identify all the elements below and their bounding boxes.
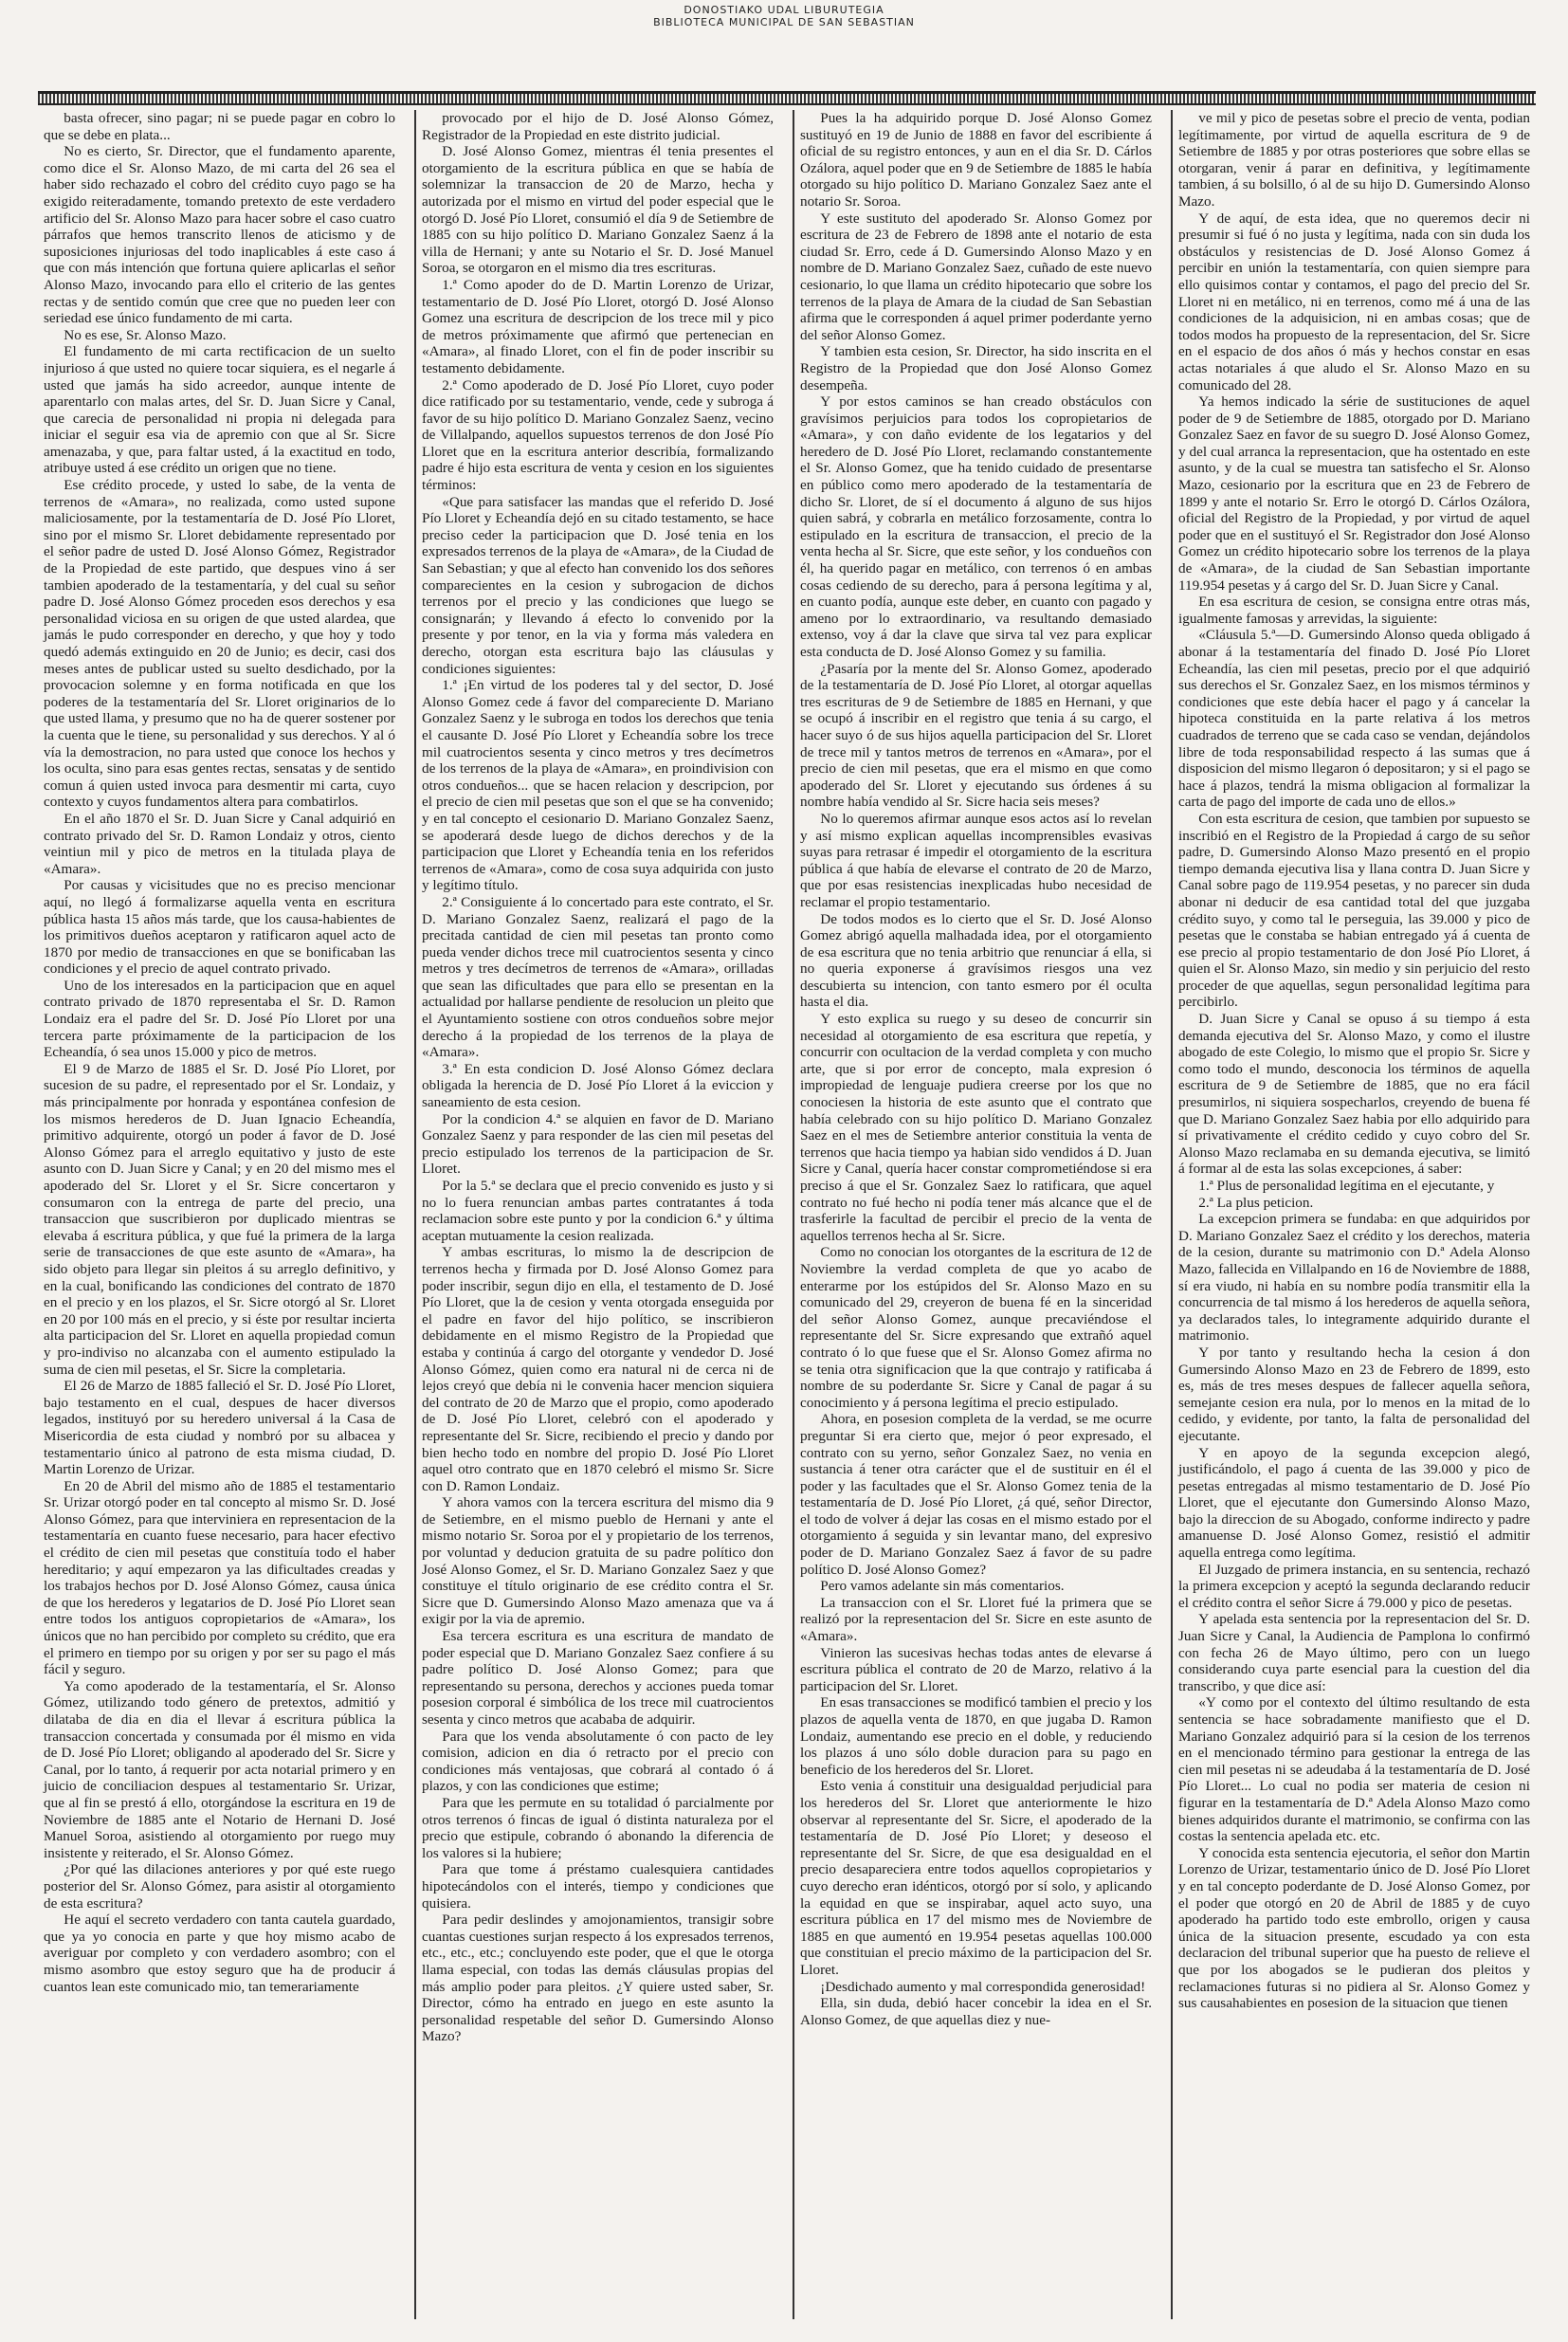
stamp-line-1: DONOSTIAKO UDAL LIBURUTEGIA [684, 4, 884, 16]
paragraph: 1.ª Plus de personalidad legítima en el ejecutante, y [1198, 1178, 1495, 1194]
paragraph: Ella, sin duda, debió hacer concebir la idea en el Sr. Alonso Gomez, de que aquellas diez y nue- [800, 1995, 1152, 2028]
paragraph: D. José Alonso Gomez, mientras él tenia presentes el otorgamiento de la escritura pública en que se había de solemnizar la transaccion de 20 de Marzo, hecha y autorizada por el mismo en virtud del poder especial que le otorgó D. José Pío Lloret, consumió el día 9 de Setiembre de 1885 con su hijo político D. Mariano Gonzalez Saenz á la villa de Hernani; y ante su Notario el Sr. D. José Manuel Soroa, se otorgaron en el mismo dia tres escrituras. [422, 143, 774, 277]
paragraph: 1.ª ¡En virtud de los poderes tal y del sector, D. José Alonso Gomez cede á favor del compareciente D. Mariano Gonzalez Saenz y le subroga en todos los derechos que tenia el causante D. José Pío Lloret y Echeandía sobre los trece mil cuatrocientos sesenta y cinco metros y tres decímetros de los terrenos de la playa de «Amara», en proindivision con otros condueños... que se hacen relacion y descripcion, por el precio de cien mil pesetas que son el que se ha convenido; y en tal concepto el cesionario D. Mariano Gonzalez Saenz, se apoderará desde luego de dichos derechos y de la participacion que Lloret y Echeandía tenia en los referidos terrenos de «Amara», como de cosa suya adquirida con justo y legítimo título. [422, 677, 774, 894]
paragraph: El 9 de Marzo de 1885 el Sr. D. José Pío Lloret, por sucesion de su padre, el representado por el Sr. Londaiz, y más principalmente por honrada y espontánea confesion de los mismos herederos de D. Juan Ignacio Echeandía, primitivo adquirente, otorgó un poder á favor de D. José Alonso Gómez para el arreglo equitativo y justo de este asunto con D. Juan Sicre y Canal; y en 20 del mismo mes el apoderado del Sr. Lloret y el Sr. Sicre concertaron y consumaron con la entrega de parte del precio, una transaccion que suscribieron por duplicado mientras se elevaba á escritura pública, y que fué la primera de la larga serie de transacciones de que este asunto de «Amara», ha sido objeto para llegar sin pleitos á su arreglo definitivo, y en la cual, bonificando las condiciones del contrato de 1870 en el precio y en los plazos, el Sr. Sicre otorgó al Sr. Lloret en 20 por 100 más en el precio, y si éste por resultar incierta alta participacion del Sr. Lloret en aquella propiedad comun y pro-indiviso no alcanzaba con el aumento estipulado la suma de cien mil pesetas, el Sr. Sicre la completaria. [44, 1060, 395, 1378]
paragraph: Y por tanto y resultando hecha la cesion á don Gumersindo Alonso Mazo en 23 de Febrero de 1899, esto es, más de tres meses despues de fallecer aquella señora, semejante cesion era nula, por lo menos en la mitad de lo cedido, y evidente, por tanto, la falta de personalidad del ejecutante. [1178, 1344, 1530, 1444]
paragraph: 2.ª Como apoderado de D. José Pío Lloret, cuyo poder dice ratificado por su testamentario, vende, cede y subroga á favor de su hijo político D. Mariano Gonzalez Saenz, vecino de Villalpando, aquellos supuestos terrenos de don José Pío Lloret que en la escritura anterior describía, formalizando padre é hijo esta escritura de venta y cesion en los siguientes términos: [422, 376, 774, 494]
paragraph: He aquí el secreto verdadero con tanta cautela guardado, que ya yo conocia en parte y que hoy mismo acabo de averiguar por completo y con verdadero asombro; con el mismo asombro que estoy seguro que ha de producir á cuantos lean este comunicado mio, tan temerariamente [44, 1912, 395, 1995]
paragraph: Y ambas escrituras, lo mismo la de descripcion de terrenos hecha y firmada por D. José Alonso Gomez para poder inscribir, segun dijo en ella, el testamento de D. José Pío Lloret, que la de cesion y venta otorgada enseguida por el padre en favor del hijo político, se inscribieron debidamente en el mismo Registro de la Propiedad que estaba y continúa á cargo del otorgante y vendedor D. José Alonso Gómez, quien como era natural ni de cerca ni de lejos creyó que debía ni le convenia hacer mencion siquiera del contrato de 20 de Marzo que el propio, como apoderado de D. José Pío Lloret, celebró con el apoderado y representante del Sr. Sicre, recibiendo el precio y dando por bien hecho todo en nombre del propio D. José Pío Lloret aquel otro contrato que en 1870 celebró el mismo Sr. Sicre con D. Ramon Londaiz. [422, 1244, 774, 1494]
paragraph: ¡Desdichado aumento y mal correspondida generosidad! [820, 1978, 1146, 1995]
paragraph: Para que los venda absolutamente ó con pacto de ley comision, adicion en dia ó retracto por el precio con condiciones más ventajosas, que cobrará al contado ó á plazos, y con las condiciones que estime; [422, 1728, 774, 1795]
paragraph: No lo queremos afirmar aunque esos actos así lo revelan y así mismo explican aquellas incomprensibles evasivas suyas para retrasar é impedir el otorgamiento de la escritura pública á que había de elevarse el contrato de 20 de Marzo, que por esas resistencias inexplicadas hubo necesidad de reclamar el propio testamentario. [800, 810, 1152, 910]
text-columns [38, 110, 1536, 2319]
paragraph: Ya como apoderado de la testamentaría, el Sr. Alonso Gómez, utilizando todo género de pretextos, admitió y dilataba de dia en dia el llevar á escritura pública la transaccion concertada y consumada por él mismo en vida de D. José Pío Lloret; obligando al apoderado del Sr. Sicre y Canal, por lo tanto, á requerir por acta notarial primero y en juicio de conciliacion despues al testamentario Sr. Urizar, que al fin se prestó á ello, otorgándose la escritura en 19 de Noviembre de 1885 ante el Notario de Hernani D. José Manuel Soroa, asistiendo al otorgamiento por ruego muy insistente y reiterado, el Sr. Alonso Gómez. [44, 1677, 395, 1861]
paragraph: «Que para satisfacer las mandas que el referido D. José Pío Lloret y Echeandía dejó en su citado testamento, se hace preciso ceder la participacion que D. José tenia en los expresados terrenos de la playa de «Amara», de la Ciudad de San Sebastian; y que al efecto han convenido los dos señores comparecientes en la cesion y subrogacion de dichos terrenos por el precio y las condiciones que luego se consignarán; y llevando á efecto lo convenido por la presente y por tenor, en la via y forma más valedera en derecho, otorgan esta escritura bajo las cláusulas y condiciones siguientes: [422, 493, 774, 677]
paragraph: Y conocida esta sentencia ejecutoria, el señor don Martin Lorenzo de Urizar, testamentario único de D. José Pío Lloret y en tal concepto poderdante de D. José Alonso Gomez, por el poder que otorgó en 20 de Abril de 1885 y de cuyo apoderado ha partido todo este embrollo, origen y causa única de la situacion presente, escudado ya con esta declaracion del tribunal superior que ha puesto de relieve el que por los abogados se le pudieran dos pleitos y reclamaciones futuras si no pidiera al Sr. Alonso Gomez y sus causahabientes en posesion de la situacion que tienen [1178, 1844, 1530, 2012]
paragraph: El Juzgado de primera instancia, en su sentencia, rechazó la primera excepcion y aceptó la segunda declarando reducir el crédito contra el señor Sicre á 79.000 y pico de pesetas. [1178, 1561, 1530, 1611]
paragraph: «Y como por el contexto del último resultando de esta sentencia se hace sobradamente manifiesto que el D. Mariano Gonzalez adquirió para sí la cesion de los terrenos en el mencionado término para gestionar la entrega de las cien mil pesetas ni se adeudaba á la testamentaría de D. José Pío Lloret... Lo cual no podia ser materia de cesion ni figurar en la testamentaría de D.ª Adela Alonso Mazo como bienes adquiridos durante el matrimonio, se confirma con las costas la sentencia apelada etc. etc. [1178, 1694, 1530, 1845]
paragraph: Y apelada esta sentencia por la representacion del Sr. D. Juan Sicre y Canal, la Audiencia de Pamplona lo confirmó con fecha 26 de Mayo último, pero con un luego considerando cuya parte esencial para la cuestion del dia transcribo, y que dice así: [1178, 1611, 1530, 1694]
paragraph: Y este sustituto del apoderado Sr. Alonso Gomez por escritura de 23 de Febrero de 1898 ante el notario de esta ciudad Sr. Erro, cede á D. Gumersindo Alonso Mazo y en nombre de D. Mariano Gonzalez Saez, cuñado de este nuevo cesionario, lo que llama un crédito hipotecario que sobre los terrenos de la playa de Amara de la ciudad de San Sebastian afirma que le corresponden á aquel primer poderdante yerno del señor Alonso Gomez. [800, 210, 1152, 343]
paragraph: No es ese, Sr. Alonso Mazo. [64, 326, 227, 343]
paragraph: Pues la ha adquirido porque D. José Alonso Gomez sustituyó en 19 de Junio de 1888 en favor del escribiente á oficial de su registro entonces, y aun en el dia Sr. D. Cárlos Ozálora, aquel poder que en 9 de Setiembre de 1885 le había otorgado su hijo político D. Mariano Gonzalez Saez ante el notario Sr. Soroa. [800, 110, 1152, 210]
paragraph: 1.ª Como apoder do de D. Martin Lorenzo de Urizar, testamentario de D. José Pío Lloret, otorgó D. José Alonso Gomez una escritura de descripcion de los trece mil y pico de metros próximamente que afirmó que pertenecian en «Amara», al finado Lloret, con el fin de poder inscribir su testamento debidamente. [422, 276, 774, 376]
paragraph: 3.ª En esta condicion D. José Alonso Gómez declara obligada la herencia de D. José Pío Lloret á la eviccion y saneamiento de esta cesion. [422, 1060, 774, 1111]
library-stamp [0, 4, 1568, 28]
paragraph: Ese crédito procede, y usted lo sabe, de la venta de terrenos de «Amara», no realizada, como usted supone maliciosamente, por la testamentaría de D. José Pío Lloret, sino por el mismo Sr. Lloret debidamente representado por el señor padre de usted D. José Alonso Gómez, Registrador de la Propiedad de este partido, que despues vino á ser tambien apoderado de la testamentaría, y del cual su señor padre D. José Alonso Gómez proceden esos derechos y esa personalidad viciosa en su origen de que usted alardea, que jamás le pudo corresponder en derecho, y que hoy y todo quedó además extinguido en 20 de Junio; es decir, casi dos meses antes de publicar usted su suelto desdichado, por la provocacion solemne y en forma notificada en que los poderes de la testamentaría del Sr. Lloret originarios de lo que usted llama, y presumo que no ha de querer sostener por la cuenta que le tiene, su personalidad y sus derechos. Y al ó vía la demostracion, no para usted que conoce los hechos y los oculta, sino para esas gentes rectas, sensatas y de sentido comun á quien usted invoca para desmentir mi carta, cuyo contexto y cuyos fundamentos altera para combatirlos. [44, 477, 395, 811]
paragraph: ¿Pasaría por la mente del Sr. Alonso Gomez, apoderado de la testamentaría de D. José Pío Lloret, al otorgar aquellas tres escrituras de 9 de Setiembre de 1885 en Hernani, y que se ocupó á inscribir en el registro que tenia á su cargo, el hacer suyo ó de sus hijos aquella participacion del Sr. Lloret de trece mil y tantos metros de terrenos en «Amara», por el precio de cien mil pesetas, que era el mismo en que como apoderado del Sr. Lloret y ejecutando sus órdenes á su nombre había vendido al Sr. Sicre hacia seis meses? [800, 660, 1152, 811]
paragraph: Y tambien esta cesion, Sr. Director, ha sido inscrita en el Registro de la Propiedad que don José Alonso Gomez desempeña. [800, 343, 1152, 393]
paragraph: La transaccion con el Sr. Lloret fué la primera que se realizó por la representacion del Sr. Sicre en este asunto de «Amara». [800, 1594, 1152, 1645]
column-4 [1171, 110, 1536, 2319]
paragraph: Y de aquí, de esta idea, que no queremos decir ni presumir si fué ó no justa y legítima, nada con sin duda los obstáculos y resistencias de D. José Alonso Gomez á percibir en unión la testamentaría, con quien siempre para ello quisimos contar y contamos, el pago del precio del Sr. Lloret ni en metálico, ni en terrenos, como mé á una de las condiciones de la adquisicion, ni en ambas cosas; que de todos modos ha propuesto de la representacion, del Sr. Sicre en el espacio de dos años ó más y hechos constar en esas actas notariales á que aludo el Sr. Alonso Mazo en su comunicado del 28. [1178, 210, 1530, 393]
paragraph: El fundamento de mi carta rectificacion de un suelto injurioso á que usted no quiere tocar siquiera, es el negarle á usted que jamás ha sido acreedor, aunque intente de aparentarlo con malas artes, del Sr. D. Juan Sicre y Canal, que carecia de personalidad ni propia ni delegada para iniciar el seguir esa via de apremio con que al Sr. Sicre amenazaba, y que, para faltar usted, á la exactitud en todo, atribuye usted á ese crédito un origen que no tiene. [44, 343, 395, 477]
paragraph: «Cláusula 5.ª—D. Gumersindo Alonso queda obligado á abonar á la testamentaría del finado D. José Pío Lloret Echeandía, las cien mil pesetas, precio por el que adquirió sus derechos el Sr. Gonzalez Saez, en los mismos términos y condiciones que este debía hacer el pago y á cancelar la hipoteca constituida en la parte relativa á los metros cuadrados de terreno que se cada caso se vendan, dejándolos libre de toda responsabilidad respecto á las sumas que á disposicion del mismo llegaron ó depositaron; y si el pago se hace á plazos, tendrá la misma obligacion al formalizar la carta de pago del importe de cada uno de ellos.» [1178, 627, 1530, 811]
paragraph: Como no conocian los otorgantes de la escritura de 12 de Noviembre la verdad completa de que yo acabo de enterarme por los estúpidos del Sr. Alonso Mazo en su comunicado del 29, creyeron de buena fé en la sinceridad del señor Alonso Gomez, aunque precaviéndose el representante del Sr. Sicre expresando que extrañó aquel contrato ó lo que fuese que el Sr. Alonso Gomez afirma no se tenia otra significacion que la que contrajo y ratificaba á nombre de su poderdante Sr. Sicre y Canal de pagar á su conocimiento y á persona legítima el precio estipulado. [800, 1244, 1152, 1411]
paragraph: D. Juan Sicre y Canal se opuso á su tiempo á esta demanda ejecutiva del Sr. Alonso Mazo, y como el ilustre abogado de este Colegio, lo mismo que el propio Sr. Sicre y como todo el mundo, desconocia los términos de aquella escritura de 9 de Setiembre de 1885, que no era fácil presumirlos, ni siquiera sospecharlos, creyendo de buena fé que D. Mariano Gonzalez Saez habia por ello adquirido para sí privativamente el crédito cedido y cuyo cobro del Sr. Alonso Mazo reclamaba en su demanda ejecutiva, se limitó á formar al de esta las solas excepciones, á saber: [1178, 1011, 1530, 1178]
column-1 [38, 110, 401, 2319]
paragraph: 2.ª La plus peticion. [1198, 1194, 1314, 1211]
paragraph: Pero vamos adelante sin más comentarios. [820, 1578, 1065, 1595]
paragraph: Y en apoyo de la segunda excepcion alegó, justificándolo, el pago á cuenta de las 39.000 y pico de pesetas entregadas al mismo testamentario de D. José Pío Lloret, que el ejecutante don Gumersindo Alonso Mazo, bajo la direccion de su Abogado, conforme indirecto y padre amanuense D. José Alonso Gomez, resistió el admitir aquella entrega como legítima. [1178, 1444, 1530, 1562]
paragraph: ¿Por qué las dilaciones anteriores y por qué este ruego posterior del Sr. Alonso Gómez, para asistir al otorgamiento de esta escritura? [44, 1861, 395, 1912]
paragraph: ve mil y pico de pesetas sobre el precio de venta, podian legítimamente, por virtud de aquella escritura de 9 de Setiembre de 1885 y por otras posteriores que sobre ellas se otorgaran, venir á parar en definitiva, y legítimamente tambien, á su bolsillo, ó al de su hijo D. Gumersindo Alonso Mazo. [1178, 110, 1530, 210]
paragraph: Uno de los interesados en la participacion que en aquel contrato privado de 1870 representaba el Sr. D. Ramon Londaiz era el padre del Sr. D. José Pío Lloret por una tercera parte próximamente de la participacion de los Echeandía, ó sea unos 15.000 y pico de metros. [44, 977, 395, 1061]
paragraph: De todos modos es lo cierto que el Sr. D. José Alonso Gomez abrigó aquella malhadada idea, por el otorgamiento de esa escritura que no tenia arbitrio que renunciar á ella, si no queria exponerse á gravísimos riesgos una vez descubierta su intencion, con tanto esmero por él oculta hasta el dia. [800, 910, 1152, 1011]
paragraph: En el año 1870 el Sr. D. Juan Sicre y Canal adquirió en contrato privado del Sr. D. Ramon Londaiz y otros, ciento veintiun mil y pico de metros en la titulada playa de «Amara». [44, 810, 395, 877]
paragraph: Por la 5.ª se declara que el precio convenido es justo y si no lo fuera renuncian ambas partes contratantes á toda reclamacion sobre este punto y por la condicion 6.ª y última aceptan mutuamente la cesion realizada. [422, 1178, 774, 1244]
paragraph: Ahora, en posesion completa de la verdad, se me ocurre preguntar Si era cierto que, mejor ó peor expresado, el contrato con su yerno, señor Gonzalez Saez, no venia en sustancia á tener otra carácter que el de sustituir en él el poder y las facultades que el Sr. Alonso Gomez tenia de la testamentaría de D. José Pío Lloret, ¿á qué, señor Director, el todo de volver á dejar las cosas en el mismo estado por el otorgamiento á seguida y sin levantar mano, del expresivo poder de D. Mariano Gonzalez Saez á favor de su padre político D. José Alonso Gomez? [800, 1411, 1152, 1578]
paragraph: Ya hemos indicado la série de sustituciones de aquel poder de 9 de Setiembre de 1885, otorgado por D. Mariano Gonzalez Saez en favor de su suegro D. José Alonso Gomez, y del cual arranca la representacion, que ha ostentado en este asunto, y de la cual se muestra tan satisfecho el Sr. Alonso Mazo, cesionario por la escritura que en 23 de Febrero de 1899 y ante el notario Sr. Erro le otorgó D. Cárlos Ozálora, oficial del Registro de la Propiedad, y por virtud de aquel poder que en el sustituyó el Sr. Registrador don José Alonso Gomez un crédito hipotecario sobre los terrenos de la playa de «Amara», de la ciudad de San Sebastian importante 119.954 pesetas y á cargo del Sr. D. Juan Sicre y Canal. [1178, 393, 1530, 594]
column-3 [793, 110, 1158, 2319]
paragraph: Esa tercera escritura es una escritura de mandato de poder especial que D. Mariano Gonzalez Saez confiere á su padre político D. José Alonso Gomez; para que representando su persona, derechos y acciones pueda tomar posesion corporal é simbólica de los trece mil cuatrocientos sesenta y cinco metros que acababa de adquirir. [422, 1628, 774, 1728]
paragraph: Vinieron las sucesivas hechas todas antes de elevarse á escritura pública el contrato de 20 de Marzo, relativo á la participacion del Sr. Lloret. [800, 1644, 1152, 1694]
paragraph: basta ofrecer, sino pagar; ni se puede pagar en cobro lo que se debe en plata... [44, 110, 395, 143]
paragraph: Y por estos caminos se han creado obstáculos con gravísimos perjuicios para todos los copropietarios de «Amara», y con daño evidente de los legatarios y del heredero de D. José Pío Lloret, reclamando constantemente el Sr. Alonso Gomez, que ha tenido cuidado de presentarse en público como mero apoderado de la testamentaría de dicho Sr. Lloret, de sí el documento á alguno de sus hijos quien sabrá, y cobrarla en metálico forzosamente, contra lo estipulado en la escritura de transaccion, el precio de la venta hecha al Sr. Sicre, que este señor, y los condueños con él, ha querido pagar en metálico, con terrenos ó en ambas cosas cediendo de su derecho, para á persona legítima y al, en cuanto podía, aunque este deber, en cuanto con pagado y ameno por lo extraordinario, va resultando demasiado extenso, voy á dar la clave que sirva tal vez para explicar esta conducta de D. José Alonso Gomez y su familia. [800, 393, 1152, 660]
paragraph: Esto venia á constituir una desigualdad perjudicial para los herederos del Sr. Lloret que anteriormente le hizo observar al representante del Sr. Sicre, el apoderado de la testamentaría de D. José Pío Lloret; y deseoso el representante del Sr. Sicre, de que esa desigualdad en el precio desapareciera entre todos aquellos copropietarios y cuyo derecho eran idénticos, otorgó por sí solo, y aplicando la equidad en que se inspirabar, aquel acto suyo, una escritura pública en 17 del mismo mes de Noviembre de 1885 en que aumentó en 19.954 pesetas aquellas 100.000 que constituian el precio máximo de la participacion del Sr. Lloret. [800, 1778, 1152, 1978]
paragraph: provocado por el hijo de D. José Alonso Gómez, Registrador de la Propiedad en este distrito judicial. [422, 110, 774, 143]
paragraph: Para pedir deslindes y amojonamientos, transigir sobre cuantas cuestiones surjan respecto á los expresados terrenos, etc., etc., etc.; concluyendo este poder, que el que le otorga llama especial, con todas las demás cláusulas propias del más amplio poder para pleitos. ¿Y quiere usted saber, Sr. Director, cómo ha entrado en juego en este asunto la personalidad respetable del señor D. Gumersindo Alonso Mazo? [422, 1912, 774, 2045]
paragraph: Para que les permute en su totalidad ó parcialmente por otros terrenos ó fincas de igual ó distinta naturaleza por el precio que estipule, cobrando ó abonando la diferencia de los valores si la hubiere; [422, 1794, 774, 1861]
paragraph: En esas transacciones se modificó tambien el precio y los plazos de aquella venta de 1870, en que jugaba D. Ramon Londaiz, aumentando ese precio en el doble, y reduciendo los plazos á uno sólo doble duracion para su pago en beneficio de los herederos del Sr. Lloret. [800, 1694, 1152, 1778]
paragraph: El 26 de Marzo de 1885 falleció el Sr. D. José Pío Lloret, bajo testamento en el cual, despues de hacer diversos legados, instituyó por su heredero universal á la Casa de Misericordia de esta ciudad y nombró por su albacea y testamentario único al patrono de esta misma ciudad, D. Martin Lorenzo de Urizar. [44, 1378, 395, 1478]
paragraph: Para que tome á préstamo cualesquiera cantidades hipotecándolos con el interés, tiempo y condiciones que quisiera. [422, 1861, 774, 1912]
column-2 [414, 110, 779, 2319]
paragraph: En 20 de Abril del mismo año de 1885 el testamentario Sr. Urizar otorgó poder en tal concepto al mismo Sr. D. José Alonso Gómez, para que interviniera en representacion de la testamentaría en cuanto fuese necesario, para hacer efectivo el crédito de cien mil pesetas que constituía todo el haber hereditario; y aquí empezaron ya las dificultades creadas y los trabajos hechos por D. José Alonso Gómez, causa única de que los herederos y legatarios de D. José Pío Lloret sean entre todos los antiguos copropietarios de «Amara», los únicos que no han percibido por completo su crédito, que era el primero en tiempo por su origen y por ser su pago el más fácil y seguro. [44, 1477, 395, 1678]
paragraph: Y esto explica su ruego y su deseo de concurrir sin necesidad al otorgamiento de esa escritura que repetía, y concurrir con ocultacion de la verdad completa y con mucho arte, que si por error de concepto, mala expresion ó impropiedad de lenguaje pudiera creerse por los que no conociesen la historia de este asunto que el contrato que había celebrado con su hijo político D. Mariano Gonzalez Saez en el mes de Setiembre anterior constituia la venta de terrenos que hacia tiempo ya habian sido vendidos á D. Juan Sicre y Canal, quería hacer constar comprometiéndose si era preciso á que el Sr. Gonzalez Saez lo ratificara, que aquel contrato no fué hecho ni podía tener más alcance que el de trasferirle la facultad de percibir el precio de la venta de aquellos terrenos hecha al Sr. Sicre. [800, 1011, 1152, 1244]
header-rule [38, 91, 1536, 105]
paragraph: En esa escritura de cesion, se consigna entre otras más, igualmente famosas y arrevidas, la siguiente: [1178, 594, 1530, 627]
paragraph: La excepcion primera se fundaba: en que adquiridos por D. Mariano Gonzalez Saez el crédito y los derechos, materia de la cesion, durante su matrimonio con D.ª Adela Alonso Mazo, fallecida en Villalpando en 16 de Noviembre de 1888, sí era viudo, ni había en su nombre podía transmitir ella la concurrencia de tal mismo á los herederos de aquella señora, ya declarados tales, lo integramente adquirido durante el matrimonio. [1178, 1211, 1530, 1345]
paragraph: Por causas y vicisitudes que no es preciso mencionar aquí, no llegó á formalizarse aquella venta en escritura pública hasta 15 años más tarde, que los causa-habientes de los primitivos dueños aceptaron y ratificaron aquel acto de 1870 por medio de transacciones en que se bonificaban las condiciones y el precio de aquel contrato privado. [44, 877, 395, 978]
paragraph: 2.ª Consiguiente á lo concertado para este contrato, el Sr. D. Mariano Gonzalez Saenz, realizará el pago de la precitada cantidad de cien mil pesetas tan pronto como pueda vender dichos trece mil cuatrocientos sesenta y cinco metros y tres decímetros de terrenos de «Amara», orilladas que sean las dificultades que para ello se presentan en la actualidad por hallarse pendiente de resolucion un pleito que el Ayuntamiento sostiene con otros condueños sobre mejor derecho á la propiedad de los terrenos de la playa de «Amara». [422, 893, 774, 1061]
paragraph: Y ahora vamos con la tercera escritura del mismo dia 9 de Setiembre, en el mismo pueblo de Hernani y ante el mismo notario Sr. Soroa por el y propietario de los terrenos, por voluntad y deducion gratuita de su padre político don José Alonso Gomez, el Sr. D. Mariano Gonzalez Saez y que constituye el título originario de ese crédito contra el Sr. Sicre que D. Gumersindo Alonso Mazo amenaza que va á exigir por la via de apremio. [422, 1494, 774, 1628]
stamp-line-2: BIBLIOTECA MUNICIPAL DE SAN SEBASTIAN [653, 16, 915, 28]
paragraph: No es cierto, Sr. Director, que el fundamento aparente, como dice el Sr. Alonso Mazo, de mi carta del 26 sea el haber sido rechazado el cobro del crédito cuyo pago se ha exigido reiteradamente, tomando pretexto de este verdadero artificio del Sr. Alonso Mazo para hacer sobre el caso cuatro párrafos que hemos transcrito llenos de aticismo y de suposiciones injuriosas del todo inaplicables á este caso á que con más intención que fortuna quiere aplicarlas el señor Alonso Mazo, invocando para ello el criterio de las gentes rectas y de sentido común que cree que no pueden leer con seriedad ese único fundamento de mi carta. [44, 143, 395, 327]
paragraph: Por la condicion 4.ª se alquien en favor de D. Mariano Gonzalez Saenz y para responder de las cien mil pesetas del precio estipulado los terrenos de la participacion de Sr. Lloret. [422, 1110, 774, 1178]
paragraph: Con esta escritura de cesion, que tambien por supuesto se inscribió en el Registro de la Propiedad á cargo de su señor padre, D. Gumersindo Alonso Mazo presentó en el propio tiempo demanda ejecutiva lisa y llana contra D. Juan Sicre y Canal sobre pago de 119.954 pesetas, y no parecer sin duda abonar ni deducir de esa cantidad total del que juzgaba crédito suyo, y como tal le perseguia, las 39.000 y pico de pesetas que le constaba se habian entregado yá á cuenta de ese precio al propio testamentario de don José Pío Lloret, á quien el Sr. Alonso Mazo, sin medio y sin perjuicio del resto proceder de que aquellas, segun personalidad legítima para percibirlo. [1178, 810, 1530, 1011]
